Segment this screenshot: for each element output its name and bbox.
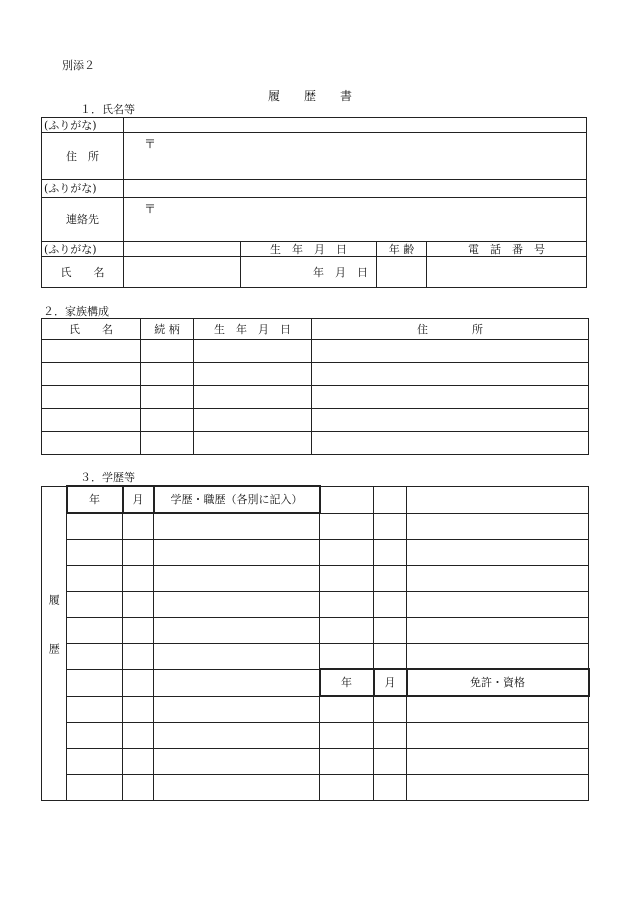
- section2-heading: ２．家族構成: [43, 305, 109, 318]
- table-row: [42, 539, 589, 565]
- address-field[interactable]: [124, 133, 587, 180]
- license-header-month: 月: [374, 669, 407, 696]
- table-row: [42, 409, 589, 432]
- table-row: [42, 386, 589, 409]
- table-row: [42, 748, 589, 774]
- table-row: [42, 669, 589, 696]
- table-row: [42, 643, 589, 669]
- attachment-label: 別添２: [62, 59, 95, 72]
- birthdate-value: 年 月 日: [313, 265, 368, 279]
- history-side-label: 履歴: [42, 486, 67, 800]
- family-header-relation: 続 柄: [141, 319, 194, 340]
- table-row: [42, 696, 589, 722]
- contact-label: 連絡先: [42, 198, 124, 242]
- birthdate-label: 生 年 月 日: [241, 242, 377, 257]
- contact-furigana-field[interactable]: [124, 180, 587, 198]
- table-row: [42, 591, 589, 617]
- table-row: [42, 432, 589, 455]
- table-row: [42, 617, 589, 643]
- address-label: 住 所: [42, 133, 124, 180]
- age-label: 年 齢: [377, 242, 427, 257]
- furigana-label: (ふりがな): [42, 242, 124, 257]
- postal-mark: 〒: [144, 202, 157, 216]
- name-furigana-field[interactable]: [124, 242, 241, 257]
- table-row: [42, 513, 589, 539]
- section1-heading: １．氏名等: [80, 103, 135, 116]
- name-field[interactable]: [124, 257, 241, 288]
- history-table: [41, 485, 590, 801]
- table-row: [42, 565, 589, 591]
- table-row: [42, 722, 589, 748]
- phone-field[interactable]: [427, 257, 587, 288]
- furigana-label: (ふりがな): [42, 118, 124, 133]
- table-row: [42, 340, 589, 363]
- address-furigana-field[interactable]: [124, 118, 587, 133]
- birthdate-field[interactable]: [241, 257, 377, 288]
- history-header-description: 学歴・職歴（各別に記入）: [154, 486, 320, 513]
- age-field[interactable]: [377, 257, 427, 288]
- table-row: [42, 363, 589, 386]
- phone-label: 電 話 番 号: [427, 242, 587, 257]
- contact-field[interactable]: [124, 198, 587, 242]
- family-header-birthdate: 生 年 月 日: [194, 319, 312, 340]
- history-header-year: 年: [67, 486, 123, 513]
- license-header-qualification: 免許・資格: [407, 669, 589, 696]
- family-table: [41, 318, 589, 455]
- table-row: [42, 774, 589, 800]
- family-header-address: 住 所: [312, 319, 589, 340]
- history-header-month: 月: [123, 486, 154, 513]
- personal-info-table: [41, 117, 587, 288]
- name-label: 氏 名: [42, 257, 124, 288]
- license-header-year: 年: [320, 669, 374, 696]
- family-header-name: 氏 名: [42, 319, 141, 340]
- section3-heading: ３．学歴等: [80, 471, 135, 484]
- document-title: 履 歴 書: [268, 89, 353, 103]
- postal-mark: 〒: [144, 137, 157, 151]
- furigana-label: (ふりがな): [42, 180, 124, 198]
